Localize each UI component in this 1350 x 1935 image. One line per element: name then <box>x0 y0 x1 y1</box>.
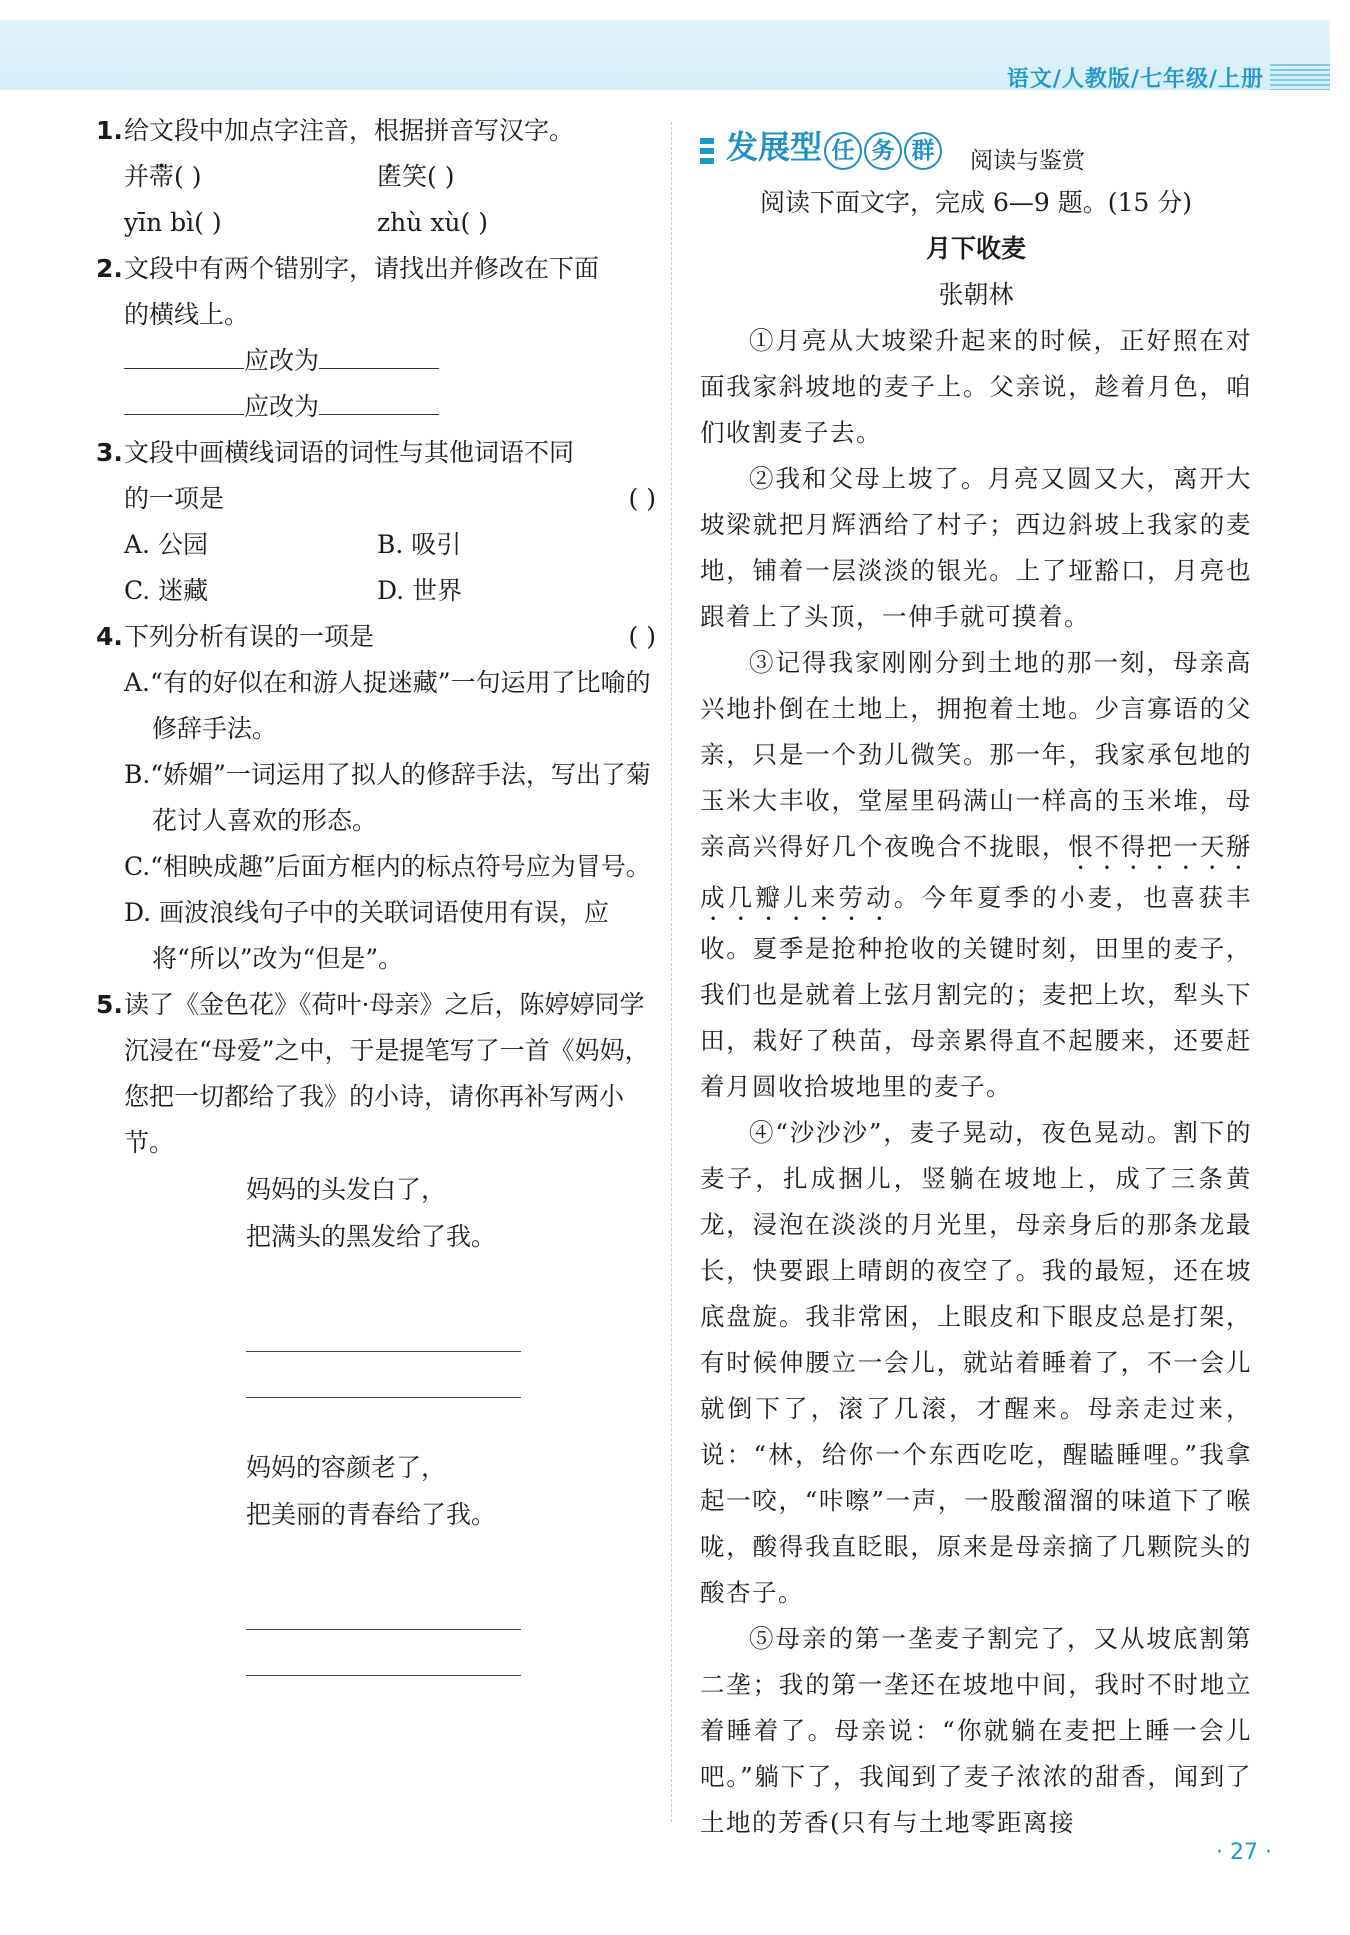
question-1 <box>96 108 656 246</box>
pinyin-row-1 <box>124 154 656 200</box>
option: B. 吸引 <box>377 530 462 559</box>
poem-line: 妈妈的容颜老了， <box>246 1453 447 1482</box>
pinyin-item: yīn bì( ) <box>124 208 222 237</box>
option: C. 迷藏 <box>124 576 209 605</box>
answer-line[interactable]: 应改为 <box>124 338 656 384</box>
right-column <box>700 120 1252 1846</box>
paragraph: ③记得我家刚刚分到土地的那一刻，母亲高兴地扑倒在土地上，拥抱着土地。少言寡语的父亲，只是一个劲儿微笑。那一年，我家承包地的玉米大丰收，堂屋里码满山一样高的玉米堆，母亲高兴得好几个夜晚合不拢眼，恨不得把一天掰成几瓣儿来劳动。今年夏季的小麦，也喜获丰收。夏季是抢种抢收的关键时刻，田里的麦子，我们也是就着上弦月割完的；麦把上坎，犁头下田，栽好了秧苗，母亲累得直不起腰来，还要赶着月圆收拾坡地里的麦子。 <box>700 648 1253 1101</box>
options-row <box>124 522 656 568</box>
pinyin-row-2 <box>124 200 656 246</box>
section-title: 发展型 任 务 群 <box>726 124 942 170</box>
header-stripes <box>1270 64 1330 90</box>
answer-paren[interactable]: ( ) <box>628 622 656 651</box>
question-text: 读了《金色花》《荷叶·母亲》之后，陈婷婷同学沉浸在“母爱”之中，于是提笔写了一首《妈妈，您把一切都给了我》的小诗，请你再补写两小节。 <box>124 990 650 1157</box>
option: D. 画波浪线句子中的关联词语使用有误，应将“所以”改为“但是”。 <box>124 898 610 973</box>
question-text: 的一项是 ( ) <box>124 476 656 522</box>
option: A.“有的好似在和游人捉迷藏”一句运用了比喻的修辞手法。 <box>124 668 651 743</box>
question-2 <box>96 246 656 430</box>
section-header <box>700 120 1252 180</box>
options-row <box>124 568 656 614</box>
question-4 <box>96 614 656 660</box>
answer-line[interactable]: 应改为 <box>124 384 656 430</box>
option: A. 公园 <box>124 530 208 559</box>
poem-answer-line[interactable] <box>246 1352 521 1398</box>
article-author: 张朝林 <box>938 280 1014 309</box>
question-text: 的横线上。 <box>124 300 250 329</box>
question-text: 下列分析有误的一项是 ( ) <box>124 614 656 660</box>
page-number: · 27 · <box>1216 1840 1272 1865</box>
question-text: 文段中有两个错别字，请找出并修改在下面 <box>124 254 600 283</box>
section-subtitle: 阅读与鉴赏 <box>970 148 1085 174</box>
question-5 <box>96 982 656 1166</box>
poem-line: 妈妈的头发白了， <box>246 1175 447 1204</box>
column-divider <box>671 122 672 1822</box>
poem-line: 把满头的黑发给了我。 <box>246 1222 497 1251</box>
emphasized-text: 恨不得把一天掰成几瓣儿来劳动 <box>700 832 1253 912</box>
option: B.“娇媚”一词运用了拟人的修辞手法，写出了菊花讨人喜欢的形态。 <box>124 760 651 835</box>
poem <box>96 1166 656 1676</box>
paragraph: ①月亮从大坡梁升起来的时候，正好照在对面我家斜坡地的麦子上。父亲说，趁着月色，咱们收割麦子去。 <box>700 326 1252 447</box>
pinyin-item: zhù xù( ) <box>377 208 488 237</box>
question-number: 1. <box>96 116 123 145</box>
option: D. 世界 <box>377 576 463 605</box>
option: C.“相映成趣”后面方框内的标点符号应为冒号。 <box>124 852 651 881</box>
poem-answer-line[interactable] <box>246 1306 521 1352</box>
question-number: 3. <box>96 438 123 467</box>
poem-answer-line[interactable] <box>246 1584 521 1630</box>
question-text: 文段中画横线词语的词性与其他词语不同 <box>124 438 575 467</box>
header-label: 语文/人教版/七年级/上册 <box>1006 67 1264 92</box>
instruction: 阅读下面文字，完成 6—9 题。(15 分) <box>760 188 1192 217</box>
question-number: 5. <box>96 990 123 1019</box>
paragraph: ④“沙沙沙”，麦子晃动，夜色晃动。割下的麦子，扎成捆儿，竖躺在坡地上，成了三条黄龙，浸泡在淡淡的月光里，母亲身后的那条龙最长，快要跟上晴朗的夜空了。我的最短，还在坡底盘旋。我非常困，上眼皮和下眼皮总是打架，有时候伸腰立一会儿，就站着睡着了，不一会儿就倒下了，滚了几滚，才醒来。母亲走过来，说：“林，给你一个东西吃吃，醒瞌睡哩。”我拿起一咬，“咔嚓”一声，一股酸溜溜的味道下了喉咙，酸得我直眨眼，原来是母亲摘了几颗院头的酸杏子。 <box>700 1118 1252 1607</box>
question-3 <box>96 430 656 614</box>
question-number: 2. <box>96 254 123 283</box>
question-number: 4. <box>96 622 123 651</box>
word-item: 匿笑( ) <box>377 162 455 191</box>
paragraph: ⑤母亲的第一垄麦子割完了，又从坡底割第二垄；我的第一垄还在坡地中间，我时不时地立着睡着了。母亲说：“你就躺在麦把上睡一会儿吧。”躺下了，我闻到了麦子浓浓的甜香，闻到了土地的芳香(只有与土地零距离接 <box>700 1624 1252 1837</box>
section-icon <box>700 138 714 168</box>
poem-line: 把美丽的青春给了我。 <box>246 1500 497 1529</box>
poem-answer-line[interactable] <box>246 1630 521 1676</box>
word-item: 并蒂( ) <box>124 162 202 191</box>
answer-paren[interactable]: ( ) <box>628 484 656 513</box>
question-text: 给文段中加点字注音，根据拼音写汉字。 <box>124 116 575 145</box>
paragraph: ②我和父母上坡了。月亮又圆又大，离开大坡梁就把月辉洒给了村子；西边斜坡上我家的麦地，铺着一层淡淡的银光。上了垭豁口，月亮也跟着上了头顶，一伸手就可摸着。 <box>700 464 1252 631</box>
left-column <box>96 108 656 1676</box>
article-title: 月下收麦 <box>925 234 1026 263</box>
